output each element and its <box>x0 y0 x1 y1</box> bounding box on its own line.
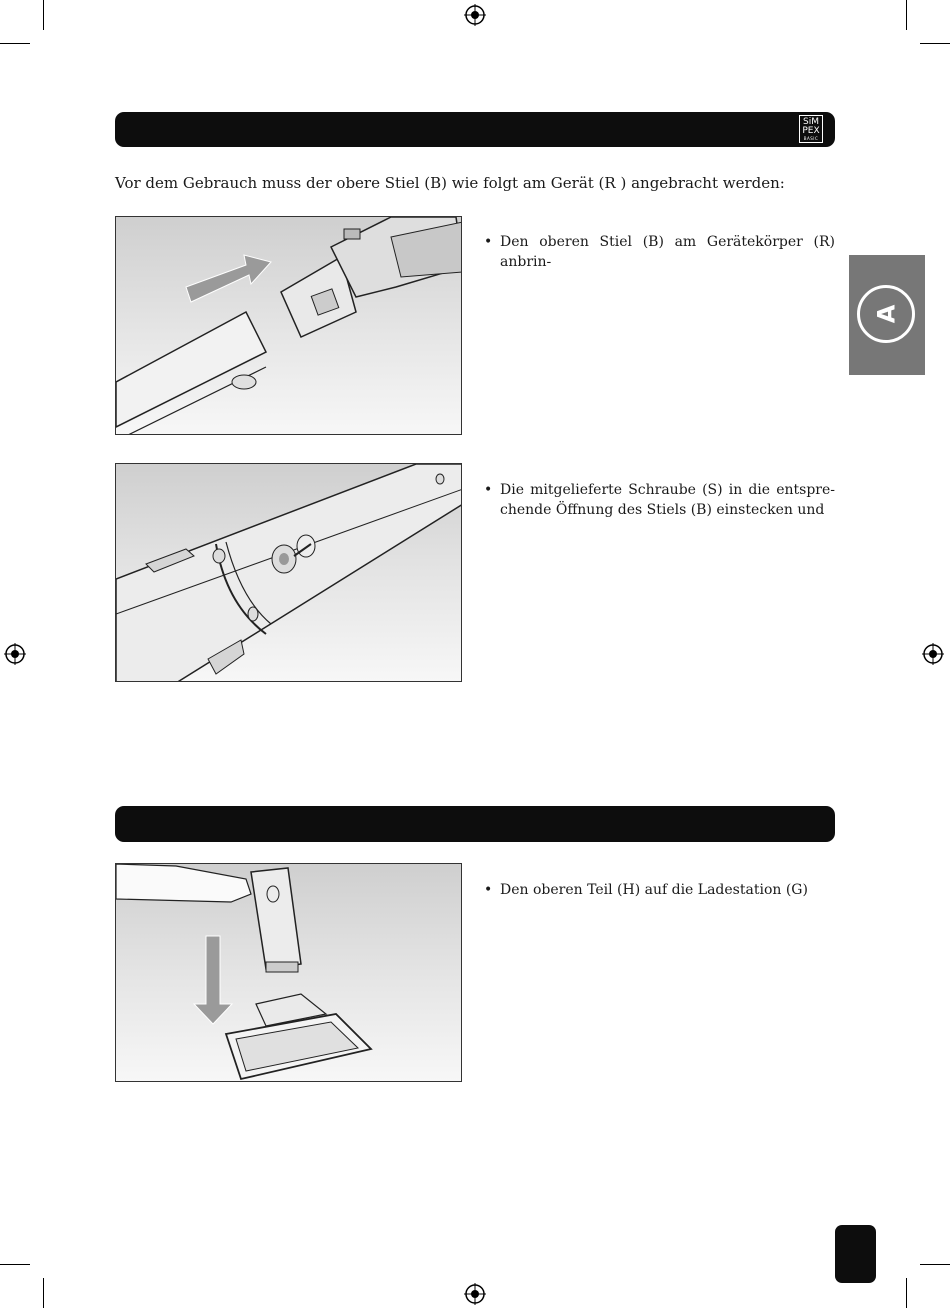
crop-mark <box>0 1264 30 1265</box>
screw-insert-illustration <box>116 464 462 682</box>
crop-mark <box>906 1278 907 1308</box>
crop-mark <box>43 0 44 30</box>
page-number-box <box>835 1225 876 1283</box>
registration-mark-icon <box>464 4 486 26</box>
language-tab <box>849 255 925 375</box>
registration-mark-icon <box>464 1283 486 1305</box>
simpex-logo: SiM PEX BASIC <box>799 115 823 143</box>
step-text: • Die mitgelieferte Schraube (S) in die entspre- chende Öffnung des Stiels (B) einstecken und <box>484 482 835 518</box>
handle-attach-illustration <box>116 217 462 435</box>
section-header-bar <box>115 806 835 842</box>
section-header-bar <box>115 112 835 147</box>
figure-charging-station <box>115 863 462 1082</box>
crop-mark <box>906 0 907 30</box>
language-tab-circle: A <box>857 285 915 343</box>
step-text: • Den oberen Teil (H) auf die Ladestation (G) <box>484 882 808 898</box>
crop-mark <box>920 43 950 44</box>
charging-station-illustration <box>116 864 462 1082</box>
crop-mark <box>920 1264 950 1265</box>
intro-text: Vor dem Gebrauch muss der obere Stiel (B) wie folgt am Gerät (R ) angebracht werden: <box>115 174 785 192</box>
figure-insert-screw <box>115 463 462 682</box>
figure-attach-handle <box>115 216 462 435</box>
step-text: • Den oberen Stiel (B) am Gerätekörper (R) anbrin- <box>484 234 835 270</box>
crop-mark <box>0 43 30 44</box>
registration-mark-icon <box>4 643 26 665</box>
crop-mark <box>43 1278 44 1308</box>
registration-mark-icon <box>922 643 944 665</box>
